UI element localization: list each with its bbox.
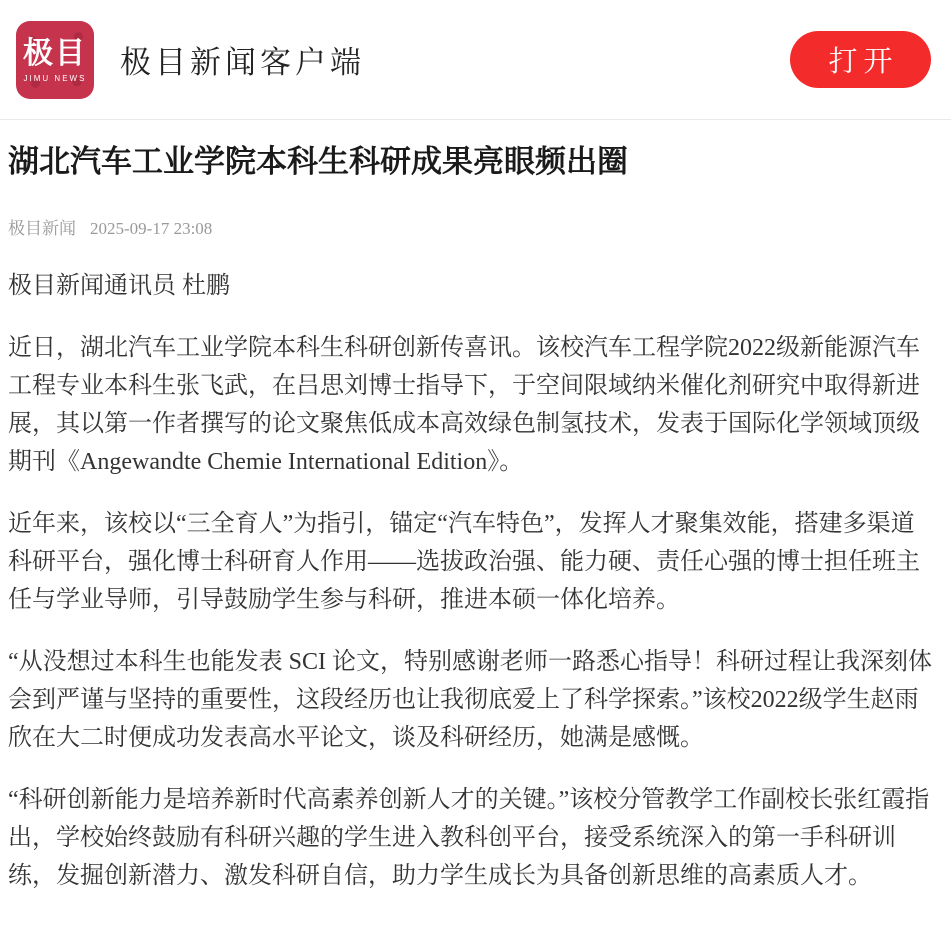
article-body xyxy=(8,267,937,895)
app-title: 极目新闻客户端 xyxy=(120,45,365,80)
article-timestamp: 2025-09-17 23:08 xyxy=(90,219,213,239)
article-title: 湖北汽车工业学院本科生科研成果亮眼频出圈 xyxy=(8,144,628,179)
article-paragraph: 近日，湖北汽车工业学院本科生科研创新传喜讯。该校汽车工程学院2022级新能源汽车工程专业本科生张飞武，在吕思刘博士指导下，于空间限域纳米催化剂研究中取得新进展，其以第一作者撰写的论文聚焦低成本高效绿色制氢技术，发表于国际化学领域顶级期刊《Angewandte Chemie International Edition》。 xyxy=(8,335,920,476)
logo-text-en: JIMU NEWS xyxy=(23,73,87,83)
jimu-news-logo-icon xyxy=(16,21,94,99)
article-source: 极目新闻 xyxy=(8,219,76,239)
article-paragraph: “从没想过本科生也能发表 SCI 论文，特别感谢老师一路悉心指导！科研过程让我深刻体会到严谨与坚持的重要性，这段经历也让我彻底爱上了科学探索。”该校2022级学生赵雨欣在大二时便成功发表高水平论文，谈及科研经历，她满是感慨。 xyxy=(8,649,932,752)
article-paragraph: 近年来，该校以“三全育人”为指引，锚定“汽车特色”，发挥人才聚集效能，搭建多渠道科研平台，强化博士科研育人作用——选拔政治强、能力硬、责任心强的博士担任班主任与学业导师，引导鼓励学生参与科研，推进本硕一体化培养。 xyxy=(8,511,920,614)
article-content xyxy=(0,142,951,949)
open-app-button[interactable]: 打开 xyxy=(790,31,931,88)
article-paragraph: “科研创新能力是培养新时代高素养创新人才的关键。”该校分管教学工作副校长张红霞指出，学校始终鼓励有科研兴趣的学生进入教科创平台，接受系统深入的第一手科研训练，发掘创新潜力、激发科研自信，助力学生成长为具备创新思维的高素质人才。 xyxy=(8,787,930,890)
logo-text-cn: 极目 xyxy=(23,36,87,70)
app-banner xyxy=(0,0,951,120)
article-paragraph-byline: 极目新闻通讯员 杜鹏 xyxy=(8,273,230,300)
article-meta xyxy=(8,214,937,239)
